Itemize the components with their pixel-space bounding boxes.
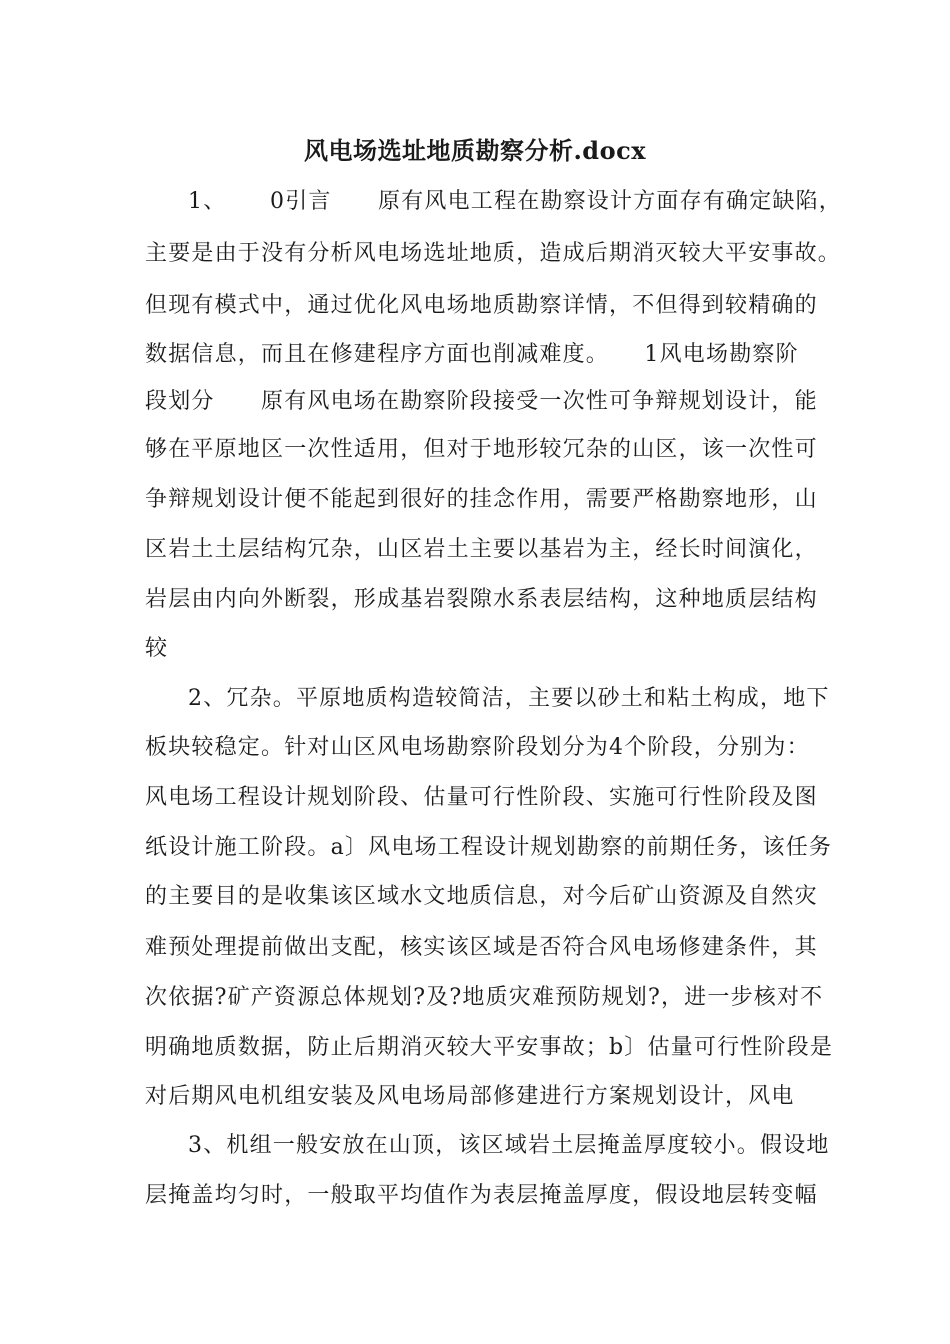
paragraph-line: 对后期风电机组安装及风电场局部修建进行方案规划设计，风电 — [145, 1084, 795, 1109]
paragraph-line: 岩层由内向外断裂，形成基岩裂隙水系表层结构，这种地质层结构 — [145, 587, 818, 612]
paragraph-line: 板块较稳定。针对山区风电场勘察阶段划分为4个阶段，分别为： — [145, 735, 810, 760]
paragraph-line: 的主要目的是收集该区域水文地质信息，对今后矿山资源及自然灾 — [145, 884, 818, 909]
paragraph-line: 区岩土土层结构冗杂，山区岩土主要以基岩为主，经长时间演化， — [145, 537, 818, 562]
paragraph-line: 主要是由于没有分析风电场选址地质，造成后期消灭较大平安事故。 — [145, 241, 842, 266]
paragraph-line: 次依据?矿产资源总体规划?及?地质灾难预防规划?，进一步核对不 — [145, 985, 824, 1010]
document-title: 风电场选址地质勘察分析.docx — [303, 136, 647, 165]
paragraph-line: 难预处理提前做出支配，核实该区域是否符合风电场修建条件，其 — [145, 935, 818, 960]
paragraph-line: 争辩规划设计便不能起到很好的挂念作用，需要严格勘察地形，山 — [145, 487, 818, 512]
paragraph-line: 层掩盖均匀时，一般取平均值作为表层掩盖厚度，假设地层转变幅 — [145, 1183, 818, 1208]
paragraph-line: 纸设计施工阶段。a〕风电场工程设计规划勘察的前期任务，该任务 — [145, 835, 833, 860]
paragraph-line: 1、 0引言 原有风电工程在勘察设计方面存有确定缺陷， — [188, 189, 842, 214]
paragraph-line: 明确地质数据，防止后期消灭较大平安事故；b〕估量可行性阶段是 — [145, 1035, 834, 1060]
paragraph-line: 但现有模式中，通过优化风电场地质勘察详情，不但得到较精确的 — [145, 293, 818, 318]
paragraph-line: 数据信息，而且在修建程序方面也削减难度。 1风电场勘察阶 — [145, 342, 799, 367]
paragraph-line: 风电场工程设计规划阶段、估量可行性阶段、实施可行性阶段及图 — [145, 785, 818, 810]
paragraph-line: 3、机组一般安放在山顶，该区域岩土层掩盖厚度较小。假设地 — [188, 1133, 830, 1158]
paragraph-line: 段划分 原有风电场在勘察阶段接受一次性可争辩规划设计，能 — [145, 389, 818, 414]
paragraph-line: 够在平原地区一次性适用，但对于地形较冗杂的山区，该一次性可 — [145, 437, 818, 462]
paragraph-line: 2、冗杂。平原地质构造较简洁，主要以砂土和粘土构成，地下 — [188, 686, 830, 711]
paragraph-line: 较 — [145, 636, 169, 661]
